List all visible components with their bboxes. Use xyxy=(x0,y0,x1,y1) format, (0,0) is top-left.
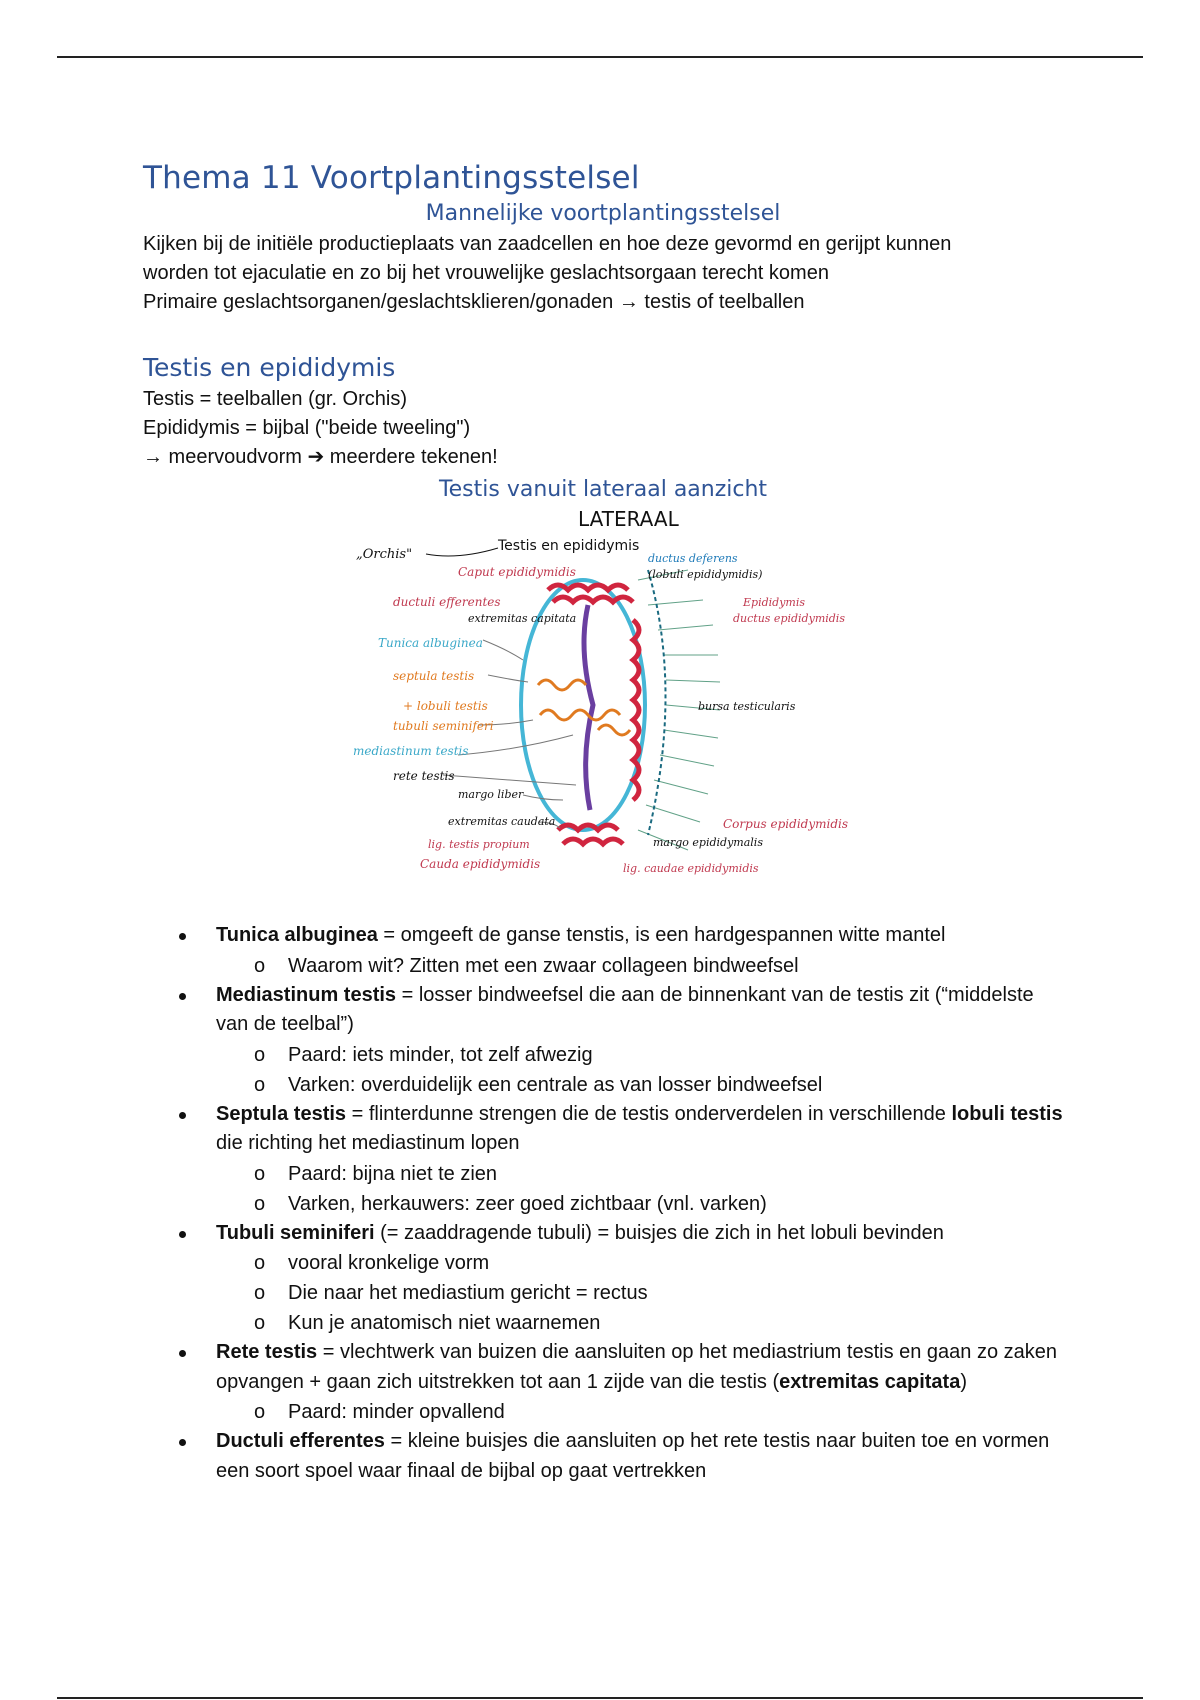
label-lig-caudae: lig. caudae epididymidis xyxy=(623,862,759,875)
bullet-dot xyxy=(179,1350,186,1357)
bullet-tunica xyxy=(143,921,1063,981)
section-line-1: Testis = teelballen (gr. Orchis) xyxy=(143,388,407,410)
sub-item: o Paard: minder opvallend xyxy=(254,1401,505,1423)
term: Tubuli seminiferi xyxy=(216,1221,375,1244)
term: Mediastinum testis xyxy=(216,983,397,1006)
label-ductuli: ductuli efferentes xyxy=(393,595,501,609)
definition: = losser bindweefsel die aan de binnenkant van de testis zit (“middelste van de teelbal”) xyxy=(216,983,1034,1035)
sub-item: o Kun je anatomisch niet waarnemen xyxy=(254,1312,601,1334)
label-lobuli: + lobuli testis xyxy=(403,699,488,713)
label-epididymis: Epididymis xyxy=(743,596,805,609)
label-tunica: Tunica albuginea xyxy=(378,636,483,650)
bullet-septula xyxy=(143,1100,1063,1219)
section-line-3: → meervoudvorm ➔ meerdere tekenen! xyxy=(143,446,498,468)
definition: = flinterdunne strengen die de testis onderverdelen in verschillende xyxy=(346,1102,952,1125)
intro-line-2: worden tot ejaculatie en zo bij het vrouwelijke geslachtsorgaan terecht komen xyxy=(143,262,829,284)
section-heading: Testis en epididymis xyxy=(143,353,396,382)
page-subtitle: Mannelijke voortplantingsstelsel xyxy=(425,201,781,226)
section-line-2: Epididymis = bijbal ("beide tweeling") xyxy=(143,417,471,439)
sub-item: o Paard: bijna niet te zien xyxy=(254,1162,498,1185)
figure-caption: Testis en epididymis xyxy=(498,538,640,554)
label-bursa: bursa testicularis xyxy=(698,700,796,713)
bullet-dot xyxy=(179,933,186,940)
bullet-rete xyxy=(143,1338,1063,1427)
bullet-dot xyxy=(179,1439,186,1446)
label-extremitas-caudata: extremitas caudata xyxy=(448,815,556,828)
bursa-outline xyxy=(648,570,666,835)
label-lig-propium: lig. testis propium xyxy=(428,838,530,851)
document-body xyxy=(143,160,1063,1486)
header-rule xyxy=(57,56,1143,58)
sub-item: o Paard: iets minder, tot zelf afwezig xyxy=(254,1043,593,1066)
label-cauda: Cauda epididymidis xyxy=(420,857,541,871)
figure-header: LATERAAL xyxy=(578,510,679,531)
orchis-leader xyxy=(426,548,498,556)
footer-rule xyxy=(57,1697,1143,1699)
label-septula: septula testis xyxy=(393,669,475,683)
label-mediastinum: mediastinum testis xyxy=(353,744,469,758)
definition: = omgeeft de ganse tenstis, is een hardgespannen witte mantel xyxy=(377,924,946,946)
label-extremitas-capitata: extremitas capitata xyxy=(468,612,577,625)
label-margo-liber: margo liber xyxy=(458,788,524,801)
label-lobuli-epididymidis: (lobuli epididymidis) xyxy=(648,568,763,581)
term: Tunica albuginea xyxy=(216,924,378,946)
label-margo-epididymalis: margo epididymalis xyxy=(653,836,763,849)
term: Ductuli efferentes xyxy=(216,1430,385,1452)
term-2: lobuli testis xyxy=(951,1102,1063,1125)
term: Septula testis xyxy=(216,1102,347,1125)
bullet-mediastinum xyxy=(143,981,1063,1100)
bullet-dot xyxy=(179,993,186,1000)
testis-drawing xyxy=(348,510,878,915)
sub-item: o Die naar het mediastium gericht = rectus xyxy=(254,1282,648,1304)
definition: = kleine buisjes die aansluiten op het rete testis naar buiten toe en vormen een soort spoel waar finaal de bijbal op gaat vertrekken xyxy=(216,1430,1050,1482)
bullet-list xyxy=(143,921,1063,1486)
label-corpus: Corpus epididymidis xyxy=(723,817,849,831)
bullet-ductuli xyxy=(143,1427,1063,1486)
label-ductus-epididymidis: ductus epididymidis xyxy=(733,612,845,625)
term-2: extremitas capitata xyxy=(779,1370,961,1393)
label-caput: Caput epididymidis xyxy=(458,565,576,579)
label-ductus-deferens: ductus deferens xyxy=(648,552,738,565)
intro-line-3: Primaire geslachtsorganen/geslachtsklieren/gonaden → testis of teelballen xyxy=(143,291,805,313)
bullet-dot xyxy=(179,1112,186,1119)
bullet-dot xyxy=(179,1231,186,1238)
definition: (= zaaddragende tubuli) = buisjes die zich in het lobuli bevinden xyxy=(374,1221,944,1244)
sub-item: o Varken, herkauwers: zeer goed zichtbaar (vnl. varken) xyxy=(254,1192,767,1215)
label-orchis: „Orchis" xyxy=(356,547,413,562)
sub-item: o Waarom wit? Zitten met een zwaar collageen bindweefsel xyxy=(254,954,799,977)
label-tubuli: tubuli seminiferi xyxy=(393,719,494,733)
page-title: Thema 11 Voortplantingsstelsel xyxy=(143,160,640,196)
definition-2: die richting het mediastinum lopen xyxy=(216,1132,520,1154)
testis-diagram xyxy=(348,510,878,915)
definition-2: ) xyxy=(960,1370,967,1393)
sub-item: o Varken: overduidelijk een centrale as van losser bindweefsel xyxy=(254,1073,823,1096)
bullet-tubuli xyxy=(143,1219,1063,1339)
term: Rete testis xyxy=(216,1341,318,1363)
figure-title: Testis vanuit lateraal aanzicht xyxy=(438,477,768,502)
sub-item: o vooral kronkelige vorm xyxy=(254,1252,490,1274)
definition: = vlechtwerk van buizen die aansluiten op het mediastrium testis en gaan zo zaken opvangen + gaan zich uitstrekken tot aan 1 zijde van die testis ( xyxy=(216,1341,1058,1393)
intro-line-1: Kijken bij de initiële productieplaats van zaadcellen en hoe deze gevormd en gerijpt kunnen xyxy=(143,233,952,255)
label-rete: rete testis xyxy=(393,769,455,783)
